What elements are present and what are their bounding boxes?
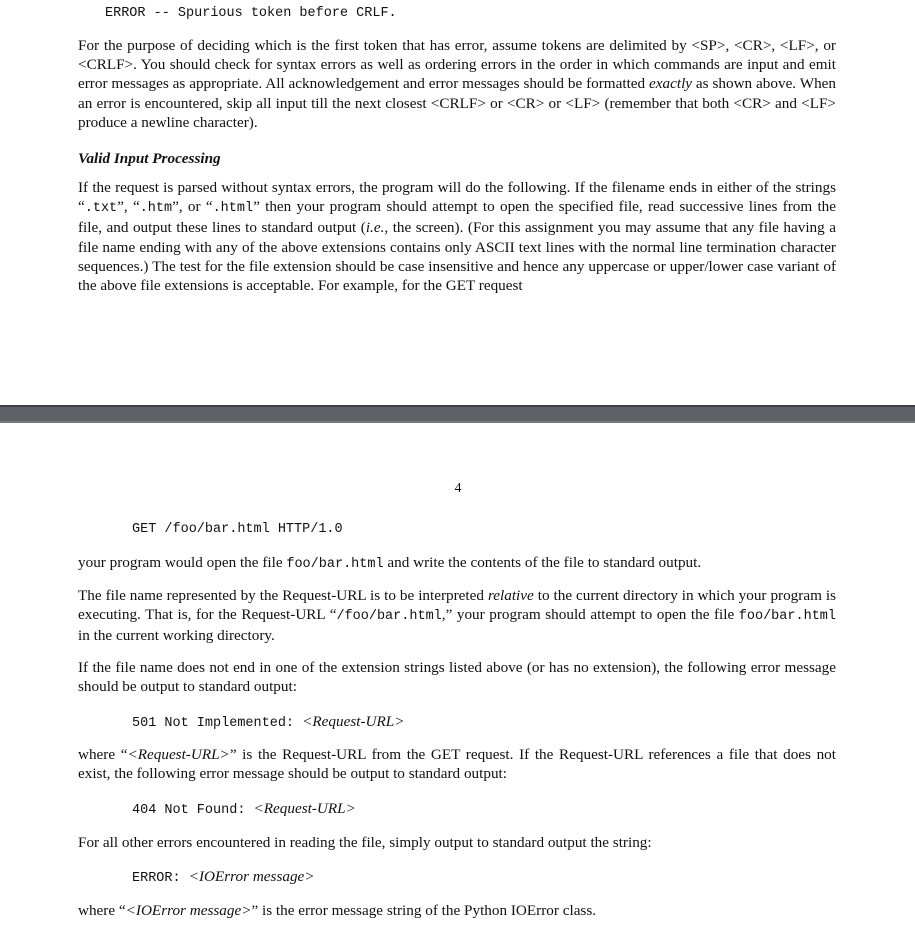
- relative-emphasis: relative: [487, 587, 534, 604]
- ioerror-arg: <IOError message>: [188, 868, 315, 885]
- page-bottom: [0, 423, 915, 936]
- page-number: 4: [454, 481, 462, 496]
- get-request-code: GET /foo/bar.html HTTP/1.0: [132, 522, 343, 537]
- para3-text-2: and write the contents of the file to standard output.: [383, 554, 702, 571]
- error-404-arg: <Request-URL>: [253, 800, 356, 817]
- para4-text-2: to the current directory in which your program is executing. That is, for the Request-URL “: [78, 587, 836, 624]
- para6-text-2: ” is the Request-URL from the GET request. If the Request-URL references a file that does not exist, the following error message should be output to standard output:: [78, 746, 836, 783]
- paragraph-open-file: [78, 553, 836, 574]
- para4-text-1: The file name represented by the Request-URL is to be interpreted: [78, 587, 488, 604]
- ext-txt: .txt: [84, 201, 118, 217]
- para8-text-2: ” is the error message string of the Python IOError class.: [251, 902, 597, 919]
- error-404-example: [132, 799, 356, 820]
- para2-text-4: ” then your program should attempt to open the specified file, read successive lines from the file, and output these lines to standard output (: [78, 198, 837, 237]
- para1-emphasis: exactly: [649, 75, 693, 93]
- ext-htm: .htm: [139, 201, 173, 217]
- page-separator: [0, 405, 915, 423]
- error-line-code: ERROR -- Spurious token before CRLF.: [105, 6, 397, 21]
- error-501-arg: <Request-URL>: [302, 713, 405, 730]
- paragraph-ioerror: [78, 901, 836, 920]
- ioerror-example: [132, 867, 315, 888]
- paragraph-token-delimiting: [78, 36, 836, 132]
- error-404-code: 404 Not Found:: [132, 803, 254, 818]
- para8-text-1: where “: [78, 902, 126, 919]
- para1-text-1: For the purpose of deciding which is the first token that has error, assume tokens are delimited by <SP>, <CR>, <LF>, or <CRLF>. You should check for syntax errors as well as ordering errors in the order in which commands are input and emit error messages as appropriate. All acknowledgement and error messages should be formatted: [78, 37, 836, 93]
- error-message-example: [105, 3, 397, 23]
- paragraph-request-url: [78, 745, 836, 783]
- paragraph-valid-input: [78, 178, 836, 295]
- page-top: [0, 0, 915, 405]
- ie-abbrev: i.e.: [365, 219, 385, 237]
- ext-html: .html: [212, 201, 254, 217]
- get-request-example: [132, 518, 343, 539]
- para8-arg: <IOError message>: [125, 902, 252, 919]
- error-501-code: 501 Not Implemented:: [132, 716, 303, 731]
- ioerror-code: ERROR:: [132, 871, 189, 886]
- para3-text-1: your program would open the file: [78, 554, 287, 571]
- paragraph-other-errors: For all other errors encountered in reading the file, simply output to standard output the string:: [78, 834, 652, 851]
- para6-text-1: where “: [78, 746, 128, 763]
- para4-text-3: ,” your program should attempt to open the file: [441, 606, 739, 624]
- para2-text-5: , the screen). (For this assignment you may assume that any file having a file name ending with any of the above extensions contains only ASCII text lines with the normal line termination character sequences.) The test for the file extension should be case insensitive and hence any uppercase or upper/lower case variant of the above file extensions is acceptable. For example, for the GET request: [78, 219, 836, 295]
- para6-arg: <Request-URL>: [127, 746, 230, 763]
- para4-text-4: in the current working directory.: [78, 627, 275, 645]
- error-501-example: [132, 712, 404, 733]
- para2-text-1: If the request is parsed without syntax errors, the program will do the following. If the filename ends in either of the strings “: [78, 179, 836, 216]
- para2-text-3: ”, or “: [172, 198, 213, 216]
- file-path: foo/bar.html: [286, 557, 384, 572]
- para1-text-2: as shown above. When an error is encountered, skip all input till the next closest <CRLF> or <CR> or <LF> (remember that both <CR> and <LF> produce a newline character).: [78, 75, 836, 131]
- para2-text-2: ”, “: [117, 198, 140, 216]
- paragraph-relative-path: [78, 586, 836, 646]
- file-path-2: foo/bar.html: [738, 609, 836, 625]
- request-url-example: /foo/bar.html: [336, 609, 442, 625]
- paragraph-no-extension: If the file name does not end in one of the extension strings listed above (or has no extension), the following error message should be output to standard output:: [78, 659, 836, 696]
- section-heading: Valid Input Processing: [78, 150, 221, 167]
